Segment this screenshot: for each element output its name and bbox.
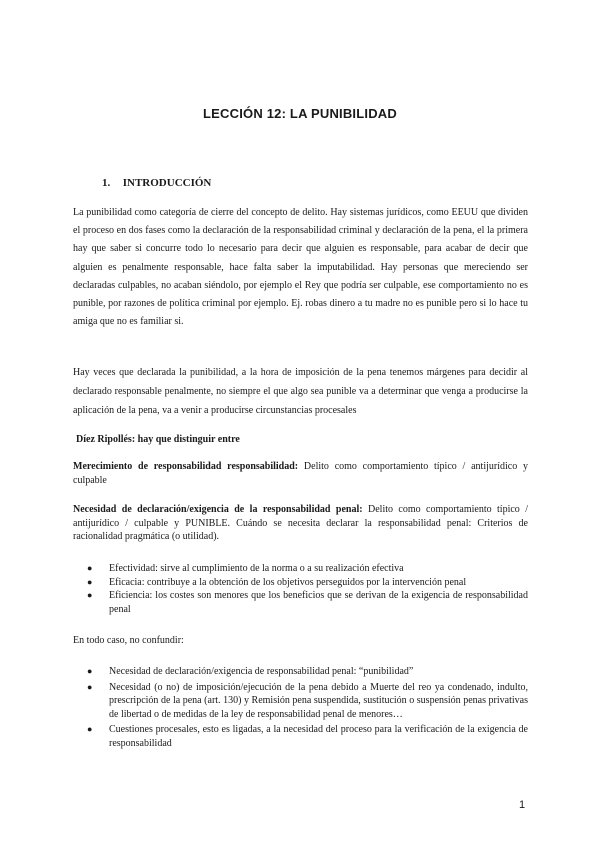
list-item: ● Eficiencia: los costes son menores que los beneficios que se derivan de la exigencia de responsabilidad penal [87, 590, 528, 615]
intro-paragraph: La punibilidad como categoría de cierre del concepto de delito. Hay sistemas jurídicos, como EEUU que dividen el proceso en dos fases como la declaración de la responsabilidad criminal y declaración de la pena, el la primera hay que saber si concurre todo lo necesario para decir que alguien es responsable, para acabar de decir que alguien es penalmente responsable, hace falta saber la imputabilidad. Hay personas que mereciendo ser declaradas culpables, no acaban siéndolo, por ejemplo el Rey que podría ser culpable, ese comportamiento no es punible, por razones de política criminal por ejemplo. Ej. robas dinero a tu madre no es punible pero si lo hace tu amiga que no es familiar si. [73, 207, 528, 328]
list-item: ● Efectividad: sirve al cumplimiento de la norma o a su realización efectiva [87, 563, 404, 574]
page-number: 1 [519, 799, 526, 811]
document-title: LECCIÓN 12: LA PUNIBILIDAD [203, 106, 397, 121]
necesidad-label: Necesidad de declaración/exigencia de la responsabilidad penal: [73, 504, 363, 515]
diez-ripolles-subheading: Díez Ripollés: hay que distinguir entre [76, 434, 240, 445]
merecimiento-paragraph [73, 460, 528, 487]
bullet-icon: ● [87, 590, 93, 600]
section-heading [102, 177, 211, 189]
distinctions-list [73, 665, 528, 752]
necesidad-text: Delito como comportamiento típico / antijurídico / culpable y PUNIBLE. Cuándo se necesita declarar la responsabilidad penal: Criterios de racionalidad pragmática (o utilidad). [73, 504, 528, 542]
list-item: ● Eficacia: contribuye a la obtención de los objetivos perseguidos por la intervención penal [87, 576, 467, 588]
merecimiento-text: Delito como comportamiento típico / antijurídico y culpable [73, 461, 528, 486]
bullet-icon: ● [87, 724, 93, 734]
list-item: ● Necesidad de declaración/exigencia de responsabilidad penal: “punibilidad” [87, 666, 414, 677]
section-number: 1. [102, 177, 111, 189]
bullet-icon: ● [87, 563, 93, 573]
list-item: ● Necesidad (o no) de imposición/ejecución de la pena debido a Muerte del reo ya condenado, indulto, prescripción de la pena (art. 130) y Remisión pena suspendida, sustitución o suspensión penas privativas de libertad o de medidas de la ley de responsabilidad penal de menores… [87, 681, 528, 720]
section-title: INTRODUCCIÓN [122, 177, 212, 189]
punibility-paragraph: Hay veces que declarada la punibilidad, a la hora de imposición de la pena tenemos márgenes para decidir al declarado responsable penalmente, no siempre el que algo sea punible va a determinar que venga a producirse la aplicación de la pena, va a venir a producirse circunstancias procesales [73, 367, 528, 416]
bullet-icon: ● [87, 681, 93, 692]
criteria-list [73, 562, 528, 616]
list-item: ● Cuestiones procesales, esto es ligadas, a la necesidad del proceso para la verificación de la exigencia de responsabilidad [87, 724, 528, 749]
merecimiento-label: Merecimiento de responsabilidad responsabilidad: [73, 461, 299, 472]
necesidad-paragraph [73, 503, 528, 544]
bullet-icon: ● [87, 666, 93, 676]
bullet-icon: ● [87, 576, 93, 587]
no-confundir-line: En todo caso, no confundir: [73, 635, 184, 646]
